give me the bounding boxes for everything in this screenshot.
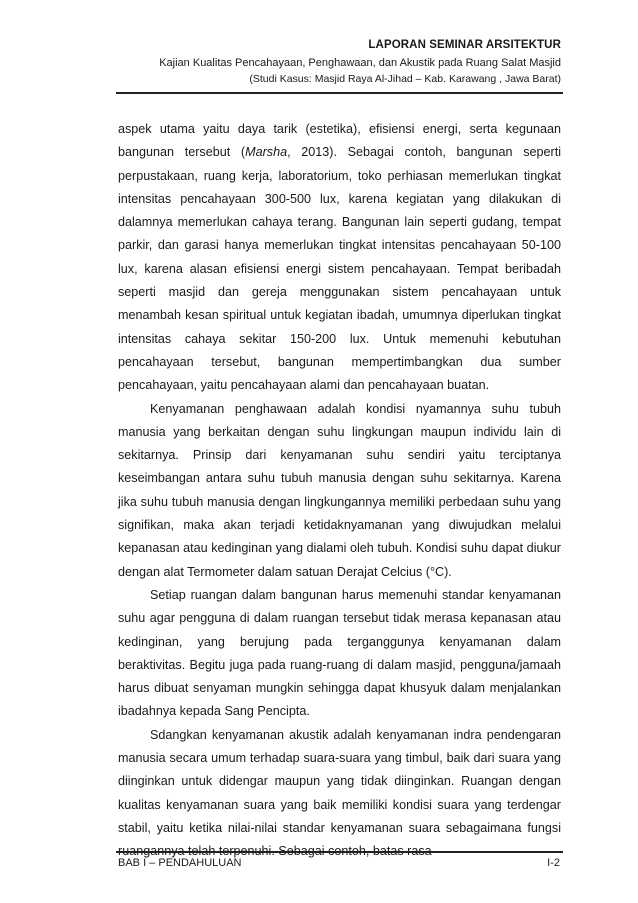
- body-text: [118, 118, 561, 864]
- paragraph-room-temperature: Setiap ruangan dalam bangunan harus memenuhi standar kenyamanan suhu agar pengguna di dalam ruangan tersebut tidak merasa kepanasan atau kedinginan, yang berujung pada terganggunya kenyamanan dalam beraktivitas. Begitu juga pada ruang-ruang di dalam masjid, pengguna/jamaah harus dibuat senyaman mungkin sehingga dapat khusyuk dalam menjalankan ibadahnya kepada Sang Pencipta.: [118, 587, 561, 719]
- report-subtitle: Kajian Kualitas Pencahayaan, Penghawaan, dan Akustik pada Ruang Salat Masjid: [159, 57, 561, 69]
- paragraph-ventilation: Kenyamanan penghawaan adalah kondisi nyamannya suhu tubuh manusia yang berkaitan dengan suhu lingkungan maupun individu lain di sekitarnya. Prinsip dari kenyamanan suhu sendiri yaitu terciptanya keseimbangan antara suhu tubuh manusia dengan suhu sekitarnya. Karena jika suhu tubuh manusia dengan lingkungannya memiliki perbedaan suhu yang signifikan, maka akan terjadi ketidaknyamanan yang diwujudkan melalui kepanasan atau kedinginan yang dialami oleh tubuh. Kondisi suhu dapat diukur dengan alat Termometer dalam satuan Derajat Celcius (°C).: [118, 401, 561, 579]
- case-study-line: (Studi Kasus: Masjid Raya Al-Jihad – Kab. Karawang , Jawa Barat): [249, 73, 561, 85]
- header-divider: [116, 92, 563, 94]
- citation-author: Marsha: [245, 145, 288, 160]
- page-header: [116, 38, 561, 87]
- paragraph-lighting: aspek utama yaitu daya tarik (estetika), efisiensi energi, serta kegunaan bangunan tersebut (Marsha, 2013). Sebagai contoh, bangunan seperti perpustakaan, ruang kerja, laboratorium, toko perhiasan memerlukan tingkat intensitas pencahayaan 300-500 lux, karena kegiatan yang dilakukan di dalamnya memerlukan cahaya terang. Bangunan lain seperti gudang, tempat parkir, dan garasi hanya memerlukan tingkat intensitas pencahayaan 50-100 lux, karena alasan efisiensi energi sistem pencahayaan. Tempat beribadah seperti masjid dan gereja menggunakan sistem pencahayaan untuk menambah kesan spiritual untuk kegiatan ibadah, umumnya diperlukan tingkat intensitas cahaya sekitar 150-200 lux. Untuk memenuhi kebutuhan pencahayaan tersebut, bangunan mempertimbangkan dua sumber pencahayaan, yaitu pencahayaan alami dan pencahayaan buatan.: [118, 122, 561, 393]
- page-number: I-2: [547, 857, 560, 869]
- report-title: LAPORAN SEMINAR ARSITEKTUR: [368, 39, 561, 51]
- chapter-label: BAB I – PENDAHULUAN: [118, 857, 242, 869]
- paragraph-acoustics: Sdangkan kenyamanan akustik adalah kenyamanan indra pendengaran manusia secara umum terhadap suara-suara yang timbul, baik dari suara yang diinginkan untuk didengar maupun yang tidak diinginkan. Ruangan dengan kualitas kenyamanan suara yang baik memiliki kondisi suara yang terdengar stabil, yaitu ketika nilai-nilai standar kenyamanan suara sebagaimana fungsi ruangannya telah terpenuhi. Sebagai contoh, batas rasa: [118, 727, 561, 859]
- page-footer: [118, 856, 560, 870]
- footer-divider: [116, 851, 563, 853]
